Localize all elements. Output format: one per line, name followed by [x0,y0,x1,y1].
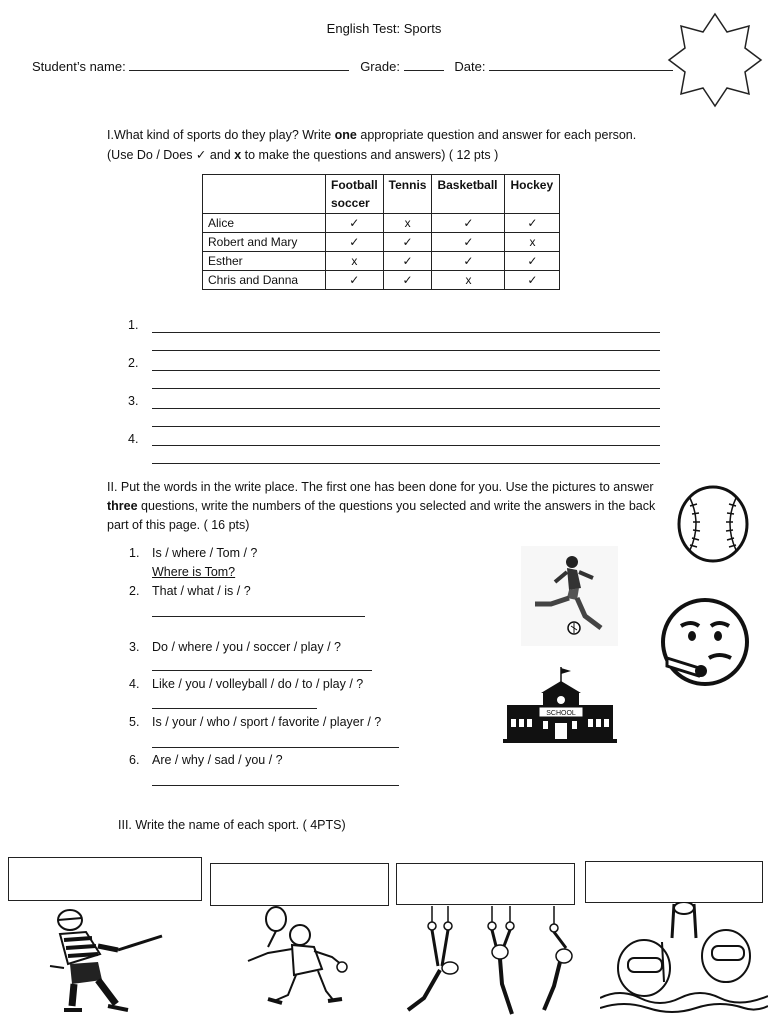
table-header-cell: Football soccer [326,175,384,214]
answer-number: 1. [128,318,139,332]
table-cell: x [326,252,384,271]
table-header-cell: Hockey [505,175,560,214]
table-cell: ✓ [383,233,432,252]
answer-line[interactable] [152,370,660,371]
table-row [203,271,560,290]
question-1-answer: Where is Tom? [152,565,236,579]
table-header-cell: Tennis [383,175,432,214]
sport-name-box-1[interactable] [8,857,202,901]
table-cell-name: Robert and Mary [203,233,326,252]
question-4: 4. Like / you / volleyball / do / to / play / ? [129,677,364,691]
table-cell: x [505,233,560,252]
answer-line[interactable] [152,616,365,617]
table-cell-name: Esther [203,252,326,271]
student-name-field[interactable] [129,58,349,71]
sports-table [202,174,560,290]
answer-line[interactable] [152,350,660,351]
sport-name-box-3[interactable] [396,863,575,905]
table-cell: ✓ [326,214,384,233]
answer-line[interactable] [152,670,372,671]
sick-face-icon [659,596,751,688]
hockey-player-icon [42,906,172,1024]
answer-line[interactable] [152,747,399,748]
table-cell: ✓ [432,233,505,252]
grade-label: Grade: [360,59,400,74]
table-cell: ✓ [505,252,560,271]
answer-line[interactable] [152,408,660,409]
answer-line[interactable] [152,332,660,333]
table-cell: x [432,271,505,290]
school-building-icon [503,665,617,745]
answer-line[interactable] [152,785,399,786]
date-label: Date: [454,59,486,74]
question-1: 1. Is / where / Tom / ? [129,546,258,560]
swimmers-icon [600,902,768,1020]
section-3-instructions: III. Write the name of each sport. ( 4PTS) [118,818,346,832]
question-5: 5. Is / your / who / sport / favorite / player / ? [129,715,382,729]
grade-field[interactable] [404,58,444,71]
gymnastics-rings-icon [404,906,580,1016]
question-6: 6. Are / why / sad / you / ? [129,753,283,767]
table-cell: ✓ [432,252,505,271]
table-cell: ✓ [432,214,505,233]
page-title: English Test: Sports [326,21,442,36]
answer-line[interactable] [152,388,660,389]
section-2-instructions: II. Put the words in the write place. The first one has been done for you. Use the pictures to answer three questions, write the numbers of the questions you selected and write the answers in the back part of this page. ( 16 pts) [107,480,656,532]
table-cell: ✓ [505,271,560,290]
table-cell: ✓ [326,233,384,252]
sport-name-box-4[interactable] [585,861,763,903]
answer-number: 2. [128,356,139,370]
school-sign: SCHOOL [546,710,576,717]
table-header-row [203,175,560,214]
table-cell: ✓ [383,252,432,271]
answer-line[interactable] [152,463,660,464]
sport-name-box-2[interactable] [210,863,389,906]
soccer-player-icon [521,546,618,646]
table-cell-name: Alice [203,214,326,233]
table-row [203,233,560,252]
table-header-cell [203,175,326,214]
answer-line[interactable] [152,708,317,709]
answer-line[interactable] [152,426,660,427]
star-icon [667,12,763,108]
section-1-instructions: I.What kind of sports do they play? Write one appropriate question and answer for each person. (Use Do / Does ✓ and x to make the questions and answers) ( 12 pts ) [107,128,637,162]
answer-number: 4. [128,432,139,446]
answer-number: 3. [128,394,139,408]
table-cell-name: Chris and Danna [203,271,326,290]
table-cell: ✓ [383,271,432,290]
question-2: 2. That / what / is / ? [129,584,251,598]
table-cell: x [383,214,432,233]
question-3: 3. Do / where / you / soccer / play / ? [129,640,341,654]
table-header-cell: Basketball [432,175,505,214]
table-row [203,252,560,271]
answer-line[interactable] [152,445,660,446]
baseball-icon [676,484,750,564]
tennis-player-icon [238,905,356,1017]
student-name-label: Student’s name: [32,59,126,74]
student-header [32,58,673,74]
table-row [203,214,560,233]
date-field[interactable] [489,58,673,71]
table-cell: ✓ [326,271,384,290]
table-cell: ✓ [505,214,560,233]
